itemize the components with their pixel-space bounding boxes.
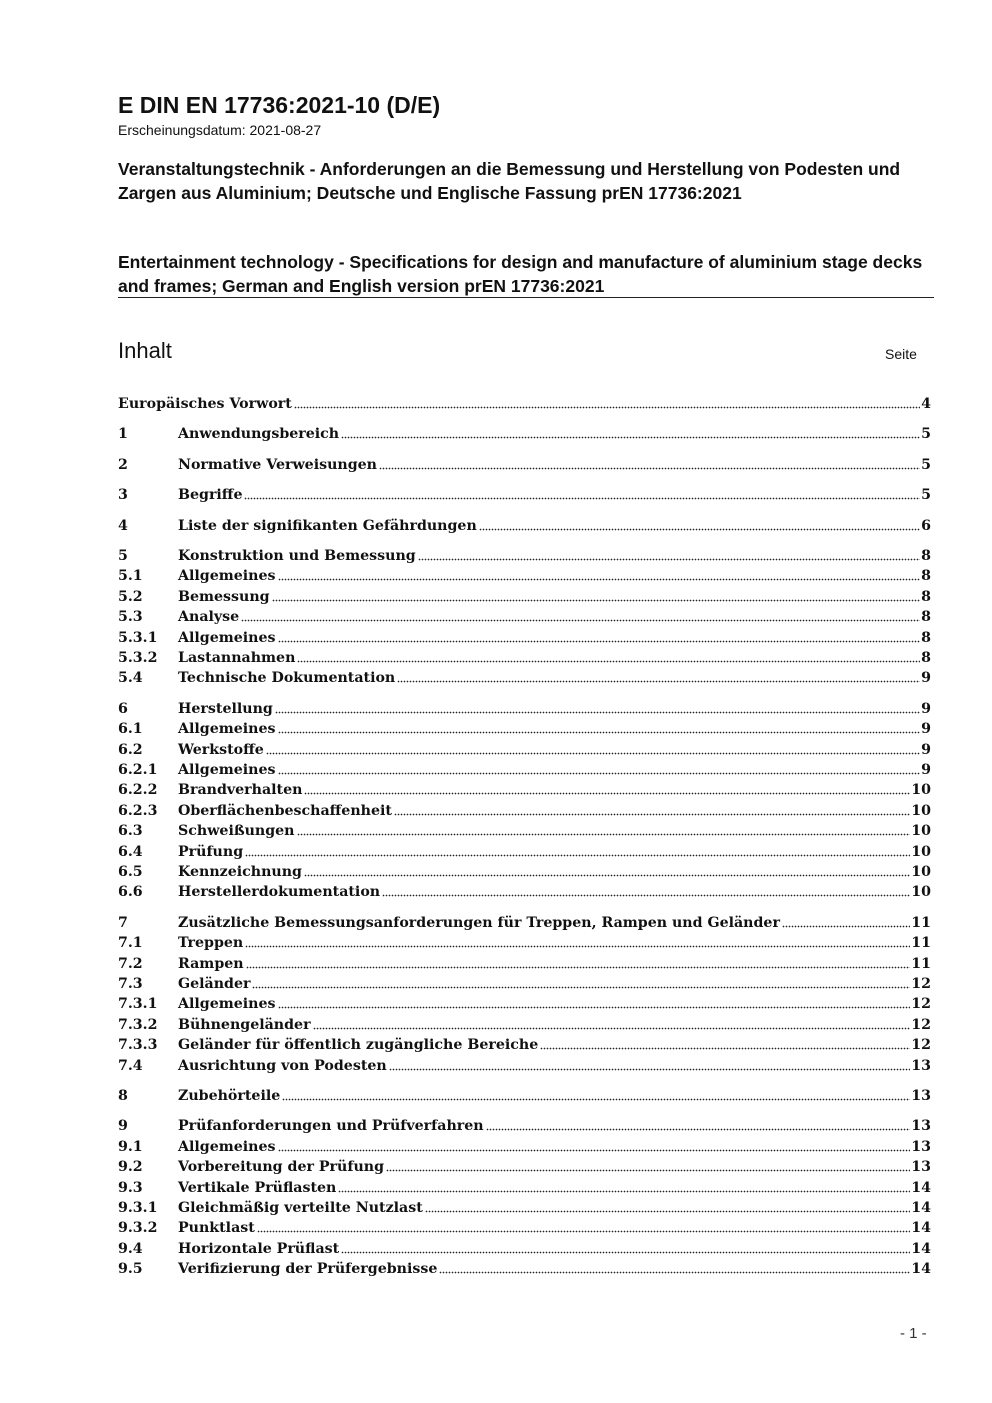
toc-entry-number: 6.1 [118, 721, 143, 738]
toc-dot-leader [246, 964, 911, 969]
toc-entry-page: 8 [921, 588, 931, 605]
toc-entry-page: 8 [921, 629, 931, 646]
toc-entry[interactable] [118, 933, 931, 953]
toc-entry-page: 5 [921, 456, 931, 473]
toc-entry-page: 13 [911, 1118, 931, 1135]
toc-dot-leader [341, 1249, 910, 1254]
toc-entry-title: Geländer für öffentlich zugängliche Bereiche [178, 1037, 539, 1054]
toc-entry-title: Geländer [178, 976, 251, 992]
toc-entry-title: Allgemeines [178, 568, 276, 585]
toc-dot-leader [782, 923, 910, 928]
toc-entry-number: 7.2 [118, 955, 143, 972]
toc-dot-leader [479, 526, 920, 531]
toc-entry[interactable] [118, 1218, 931, 1238]
toc-entry[interactable] [118, 954, 931, 974]
toc-dot-leader [304, 790, 910, 795]
toc-entry-title: Vertikale Prüflasten [178, 1179, 337, 1196]
toc-dot-leader [341, 434, 920, 439]
toc-entry-number: 7.3.3 [118, 1037, 158, 1054]
toc-entry-number: 6.3 [118, 823, 143, 840]
toc-entry-page: 8 [921, 650, 931, 666]
toc-entry-number: 9.3.2 [118, 1220, 158, 1237]
toc-entry-page: 12 [911, 1016, 931, 1033]
toc-entry-number: 6.4 [118, 843, 143, 860]
toc-entry[interactable] [118, 485, 931, 505]
toc-entry[interactable] [118, 882, 931, 902]
toc-entry-number: 9.1 [118, 1138, 143, 1155]
toc-entry[interactable] [118, 1259, 931, 1279]
toc-dot-leader [425, 1208, 911, 1213]
toc-entry-title: Begriffe [178, 487, 243, 504]
toc-entry-page: 9 [921, 741, 931, 758]
toc-entry[interactable] [118, 842, 931, 862]
toc-entry-page: 14 [911, 1220, 931, 1237]
toc-entry-number: 3 [118, 487, 128, 504]
toc-entry[interactable] [118, 760, 931, 780]
toc-entry-page: 10 [911, 864, 931, 880]
toc-entry-number: 7.1 [118, 935, 143, 952]
toc-dot-leader [278, 1147, 911, 1152]
toc-entry[interactable] [118, 1035, 931, 1055]
toc-entry[interactable] [118, 648, 931, 668]
toc-dot-leader [439, 1269, 910, 1274]
toc-dot-leader [338, 1188, 910, 1193]
toc-entry-title: Vorbereitung der Prüfung [178, 1159, 384, 1176]
toc-entry[interactable] [118, 424, 931, 444]
toc-entry-title: Schweißungen [178, 823, 295, 840]
toc-entry-title: Allgemeines [178, 996, 276, 1013]
toc-entry-number: 5.3.1 [118, 629, 158, 646]
toc-dot-leader [257, 1228, 910, 1233]
toc-entry-page: 6 [921, 517, 931, 534]
toc-entry[interactable] [118, 1178, 931, 1198]
toc-entry-page: 13 [911, 1088, 931, 1104]
toc-entry-title: Bühnengeländer [178, 1016, 311, 1033]
toc-dot-leader [386, 1167, 910, 1172]
toc-dot-leader [272, 597, 921, 602]
toc-entry-page: 9 [921, 721, 931, 738]
toc-entry-number: 8 [118, 1088, 128, 1104]
toc-entry-number: 2 [118, 456, 128, 473]
toc-entry[interactable] [118, 455, 931, 475]
toc-entry-title: Herstellung [178, 700, 273, 717]
toc-entry[interactable] [118, 974, 931, 994]
toc-dot-leader [278, 576, 921, 581]
title-german: Veranstaltungstechnik - Anforderungen an die Bemessung und Herstellung von Podesten und Zargen aus Aluminium; Deutsche und Englische Fassung prEN 17736:2021 [118, 159, 901, 203]
toc-entry-number: 6.2.2 [118, 782, 158, 799]
toc-dot-leader [297, 831, 911, 836]
toc-entry-page: 9 [921, 700, 931, 717]
toc-entry-title: Ausrichtung von Podesten [178, 1057, 387, 1074]
toc-entry-number: 5 [118, 548, 128, 564]
toc-dot-leader [278, 638, 921, 643]
toc-entry-title: Allgemeines [178, 762, 276, 778]
toc-entry-number: 9 [118, 1118, 128, 1135]
toc-entry[interactable] [118, 801, 931, 821]
toc-entry-page: 10 [911, 802, 931, 819]
toc-entry-title: Lastannahmen [178, 650, 296, 666]
toc-entry-title: Liste der signifikanten Gefährdungen [178, 517, 477, 534]
toc-dot-leader [241, 617, 920, 622]
toc-entry-number: 7.3.2 [118, 1016, 158, 1033]
toc-dot-leader [278, 1004, 911, 1009]
toc-dot-leader [278, 729, 921, 734]
toc-entry-title: Allgemeines [178, 629, 276, 646]
toc-entry-number: 9.4 [118, 1240, 143, 1257]
toc-entry-number: 9.5 [118, 1261, 143, 1278]
toc-entry-title: Anwendungsbereich [178, 426, 340, 443]
toc-dot-leader [245, 943, 910, 948]
toc-entry-page: 14 [911, 1261, 931, 1278]
toc-entry-title: Prüfung [178, 843, 244, 860]
toc-entry-page: 9 [921, 670, 931, 687]
toc-entry-page: 5 [921, 487, 931, 504]
toc-entry-title: Normative Verweisungen [178, 456, 377, 473]
toc-entry[interactable] [118, 1116, 931, 1136]
toc-entry-page: 12 [911, 1037, 931, 1054]
toc-entry[interactable] [118, 913, 931, 933]
toc-entry-title: Bemessung [178, 588, 270, 605]
toc-entry-title: Werkstoffe [178, 741, 264, 758]
toc-entry-title: Allgemeines [178, 721, 276, 738]
toc-entry-page: 9 [921, 762, 931, 778]
toc-entry-number: 5.3.2 [118, 650, 158, 666]
toc-entry-page: 8 [921, 548, 931, 564]
toc-entry-page: 12 [911, 976, 931, 992]
toc-entry-page: 10 [911, 823, 931, 840]
toc-entry-page: 13 [911, 1057, 931, 1074]
toc-dot-leader [540, 1045, 910, 1050]
toc-entry[interactable] [118, 566, 931, 586]
toc-dot-leader [389, 1066, 911, 1071]
toc-entry-title: Europäisches Vorwort [118, 396, 292, 412]
toc-entry-page: 14 [911, 1179, 931, 1196]
toc-entry-title: Technische Dokumentation [178, 670, 396, 687]
toc-dot-leader [275, 709, 920, 714]
toc-dot-leader [397, 678, 920, 683]
toc-dot-leader [252, 984, 910, 989]
toc-entry-title: Rampen [178, 955, 244, 972]
toc-entry[interactable] [118, 1157, 931, 1177]
toc-entry-number: 4 [118, 517, 128, 534]
toc-entry-number: 6 [118, 700, 128, 717]
toc-entry-page: 10 [911, 884, 931, 901]
toc-entry[interactable] [118, 1056, 931, 1076]
toc-entry-title: Herstellerdokumentation [178, 884, 381, 901]
toc-entry[interactable] [118, 587, 931, 607]
toc-entry-number: 5.2 [118, 588, 143, 605]
title-divider [118, 297, 934, 298]
toc-entry[interactable] [118, 1198, 931, 1218]
toc-entry[interactable] [118, 994, 931, 1014]
toc-entry-number: 5.3 [118, 609, 143, 626]
toc-dot-leader [382, 892, 910, 897]
toc-entry-number: 1 [118, 426, 128, 443]
toc-entry-title: Horizontale Prüflast [178, 1240, 340, 1257]
toc-entry[interactable] [118, 1086, 931, 1106]
toc-entry-page: 13 [911, 1159, 931, 1176]
toc-dot-leader [379, 465, 920, 470]
toc-entry-number: 6.5 [118, 864, 143, 880]
toc-entry-title: Prüfanforderungen und Prüfverfahren [178, 1118, 484, 1135]
toc-dot-leader [245, 852, 910, 857]
toc-entry[interactable] [118, 699, 931, 719]
toc-entry-number: 6.6 [118, 884, 143, 901]
toc-entry-number: 5.4 [118, 670, 143, 687]
toc-entry[interactable] [118, 668, 931, 688]
publication-date: Erscheinungsdatum: 2021-08-27 [118, 122, 322, 138]
toc-entry-page: 10 [911, 782, 931, 799]
toc-entry-page: 11 [911, 914, 931, 931]
toc-dot-leader [297, 658, 920, 663]
toc-page-column-label: Seite [885, 346, 917, 362]
toc-entry[interactable] [118, 628, 931, 648]
toc-entry[interactable] [118, 780, 931, 800]
toc-entry[interactable] [118, 719, 931, 739]
toc-entry[interactable] [118, 1015, 931, 1035]
page-number: - 1 - [900, 1325, 927, 1342]
toc-entry-page: 10 [911, 843, 931, 860]
toc-entry-title: Treppen [178, 935, 244, 952]
toc-entry-number: 7 [118, 914, 128, 931]
toc-entry[interactable] [118, 740, 931, 760]
toc-entry-title: Gleichmäßig verteilte Nutzlast [178, 1200, 423, 1216]
toc-entry-page: 14 [911, 1240, 931, 1257]
toc-entry[interactable] [118, 1137, 931, 1157]
toc-entry-number: 9.3.1 [118, 1200, 158, 1216]
document-id: E DIN EN 17736:2021-10 (D/E) [118, 92, 441, 118]
toc-entry-page: 4 [921, 396, 931, 412]
toc-entry-number: 7.4 [118, 1057, 143, 1074]
toc-entry-number: 9.2 [118, 1159, 143, 1176]
toc-dot-leader [244, 495, 920, 500]
toc-entry-number: 6.2.1 [118, 762, 158, 778]
toc-entry-title: Analyse [178, 609, 240, 626]
toc-entry-title: Allgemeines [178, 1138, 276, 1155]
toc-dot-leader [278, 770, 921, 775]
toc-entry[interactable] [118, 516, 931, 536]
toc-dot-leader [294, 404, 920, 409]
toc-dot-leader [282, 1096, 910, 1101]
toc-entry-page: 13 [911, 1138, 931, 1155]
toc-entry-title: Oberflächenbeschaffenheit [178, 802, 392, 819]
toc-entry-number: 9.3 [118, 1179, 143, 1196]
toc-entry-page: 12 [911, 996, 931, 1013]
toc-entry-title: Kennzeichnung [178, 864, 302, 880]
toc-entry-number: 6.2 [118, 741, 143, 758]
toc-entry[interactable] [118, 546, 931, 566]
toc-entry-page: 11 [911, 955, 931, 972]
toc-entry-title: Zubehörteile [178, 1088, 281, 1104]
toc-entry-page: 11 [911, 935, 931, 952]
toc-dot-leader [313, 1025, 911, 1030]
toc-entry[interactable] [118, 607, 931, 627]
toc-entry[interactable] [118, 821, 931, 841]
toc-entry-title: Verifizierung der Prüfergebnisse [178, 1261, 438, 1278]
toc-heading: Inhalt [118, 338, 172, 363]
toc-dot-leader [486, 1126, 911, 1131]
toc-entry-page: 8 [921, 568, 931, 585]
toc-entry-title: Konstruktion und Bemessung [178, 548, 416, 564]
toc-entry-number: 5.1 [118, 568, 143, 585]
toc-entry-page: 14 [911, 1200, 931, 1216]
toc-dot-leader [266, 750, 920, 755]
toc-entry-number: 6.2.3 [118, 802, 158, 819]
toc-entry-title: Punktlast [178, 1220, 255, 1237]
toc-entry[interactable] [118, 862, 931, 882]
toc-entry-number: 7.3 [118, 976, 143, 992]
toc-entry-title: Brandverhalten [178, 782, 303, 799]
toc-entry[interactable] [118, 394, 931, 414]
title-english: Entertainment technology - Specifications for design and manufacture of aluminium stage decks and frames; German and English version prEN 17736:2021 [118, 252, 923, 296]
toc-dot-leader [418, 556, 920, 561]
toc-dot-leader [394, 811, 910, 816]
toc-dot-leader [304, 872, 910, 877]
toc-entry-page: 5 [921, 426, 931, 443]
toc-entry-page: 8 [921, 609, 931, 626]
toc-entry-title: Zusätzliche Bemessungsanforderungen für Treppen, Rampen und Geländer [178, 914, 780, 931]
toc-entry[interactable] [118, 1239, 931, 1259]
toc-entry-number: 7.3.1 [118, 996, 158, 1013]
